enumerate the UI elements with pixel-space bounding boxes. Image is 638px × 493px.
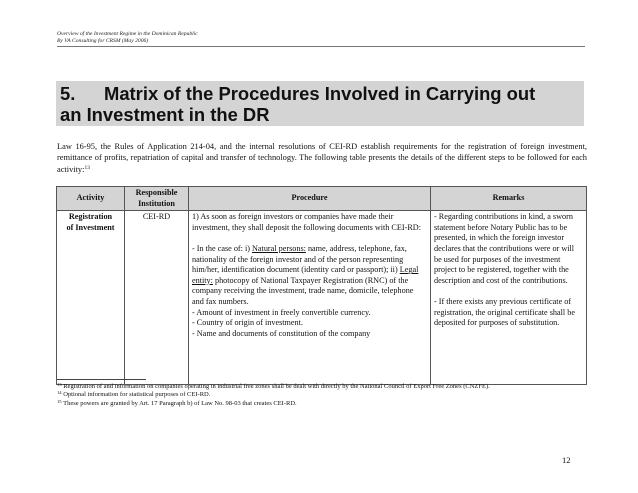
cell-remarks <box>431 211 587 385</box>
cell-activity <box>57 211 125 385</box>
header-institution-line-2: Institution <box>138 198 175 208</box>
footnote-15 <box>57 400 587 408</box>
spacer <box>434 286 583 297</box>
intro-paragraph <box>57 141 587 175</box>
footnotes <box>57 383 587 408</box>
procedure-amount: - Amount of investment in freely convertible currency. <box>192 307 371 317</box>
footnote-14 <box>57 391 587 399</box>
header-remarks: Remarks <box>431 187 587 211</box>
header-procedure: Procedure <box>189 187 431 211</box>
natural-persons-text: name, address, telephone, fax, nationality of the foreign investor and of the person representing him/her, identification document (identity card or passport); ii) <box>192 243 407 275</box>
section-number: 5. <box>60 83 76 104</box>
remarks-para-2: - If there exists any previous certificate of registration, the original certificate shall be deposited for purposes of substitution. <box>434 296 575 328</box>
header-institution-line-1: Responsible <box>135 188 178 197</box>
activity-line-2: of Investment <box>66 222 115 232</box>
header-activity: Activity <box>57 187 125 211</box>
intro-text: Law 16-95, the Rules of Application 214-04, and the internal resolutions of CEI-RD establish requirements for the registration of foreign investment, remittance of profits, repatriation of capital and transfer of technology. The following table presents the details of the different steps to be followed for each activity: <box>57 142 587 174</box>
header-institution <box>125 187 189 211</box>
running-header-line-2: By VA Consulting for CRSM (May 2006) <box>57 38 149 44</box>
table-row <box>57 211 587 385</box>
page-number: 12 <box>562 455 571 465</box>
footnote-14-text: Optional information for statistical purposes of CEI-RD. <box>61 391 211 399</box>
section-title <box>60 84 584 125</box>
natural-persons-label: Natural persons: <box>252 243 306 253</box>
procedure-names: - Name and documents of constitution of the company <box>192 328 371 338</box>
procedures-matrix-table <box>56 186 587 385</box>
footnote-separator <box>57 379 146 380</box>
section-title-line-2: an Investment in the DR <box>60 103 270 125</box>
spacer <box>192 233 427 244</box>
procedure-country: - Country of origin of investment. <box>192 318 303 328</box>
table-header-row <box>57 187 587 211</box>
footnote-13-number: 13 <box>57 382 62 387</box>
remarks-para-1: - Regarding contributions in kind, a sworn statement before Notary Public has to be presented, in which the foreign investor declares that the contributions were or will be used for purposes of the investment project to be registered, together with the description and cost of the contributions. <box>434 212 575 285</box>
cell-institution: CEI-RD <box>125 211 189 385</box>
section-title-text-1: Matrix of the Procedures Involved in Carrying out <box>104 83 536 104</box>
procedure-case-prefix: - In the case of: i) <box>192 243 253 253</box>
activity-line-1: Registration <box>68 212 113 222</box>
legal-entity-label: Legal entity: <box>192 265 419 285</box>
footnote-14-number: 14 <box>57 390 62 396</box>
legal-entity-text: photocopy of National Taxpayer Registration (RNC) of the company receiving the investment, trade name, domicile, telephone and fax numbers. <box>192 275 414 306</box>
footnote-15-text: These powers are granted by Art. 17 Paragraph b) of Law No. 98-03 that creates CEI-RD. <box>61 399 297 407</box>
procedure-step-1: 1) As soon as foreign investors or companies have made their investment, they shall deposit the following documents with CEI-RD: <box>192 212 421 232</box>
section-title-line-1 <box>60 84 584 105</box>
footnote-13-text: Registration of and information on companies operating in industrial free zones shall be dealt with directly by the National Council of Export Free Zones (CNZFE). <box>61 383 490 390</box>
running-header <box>57 31 587 45</box>
running-header-line-1: Overview of the Investment Regime in the Dominican Republic <box>57 31 198 37</box>
footnote-15-number: 15 <box>57 398 62 404</box>
procedure-case-list <box>192 244 427 308</box>
header-divider <box>57 46 585 47</box>
cell-procedure <box>189 211 431 385</box>
intro-footnote-ref: 13 <box>84 164 90 171</box>
